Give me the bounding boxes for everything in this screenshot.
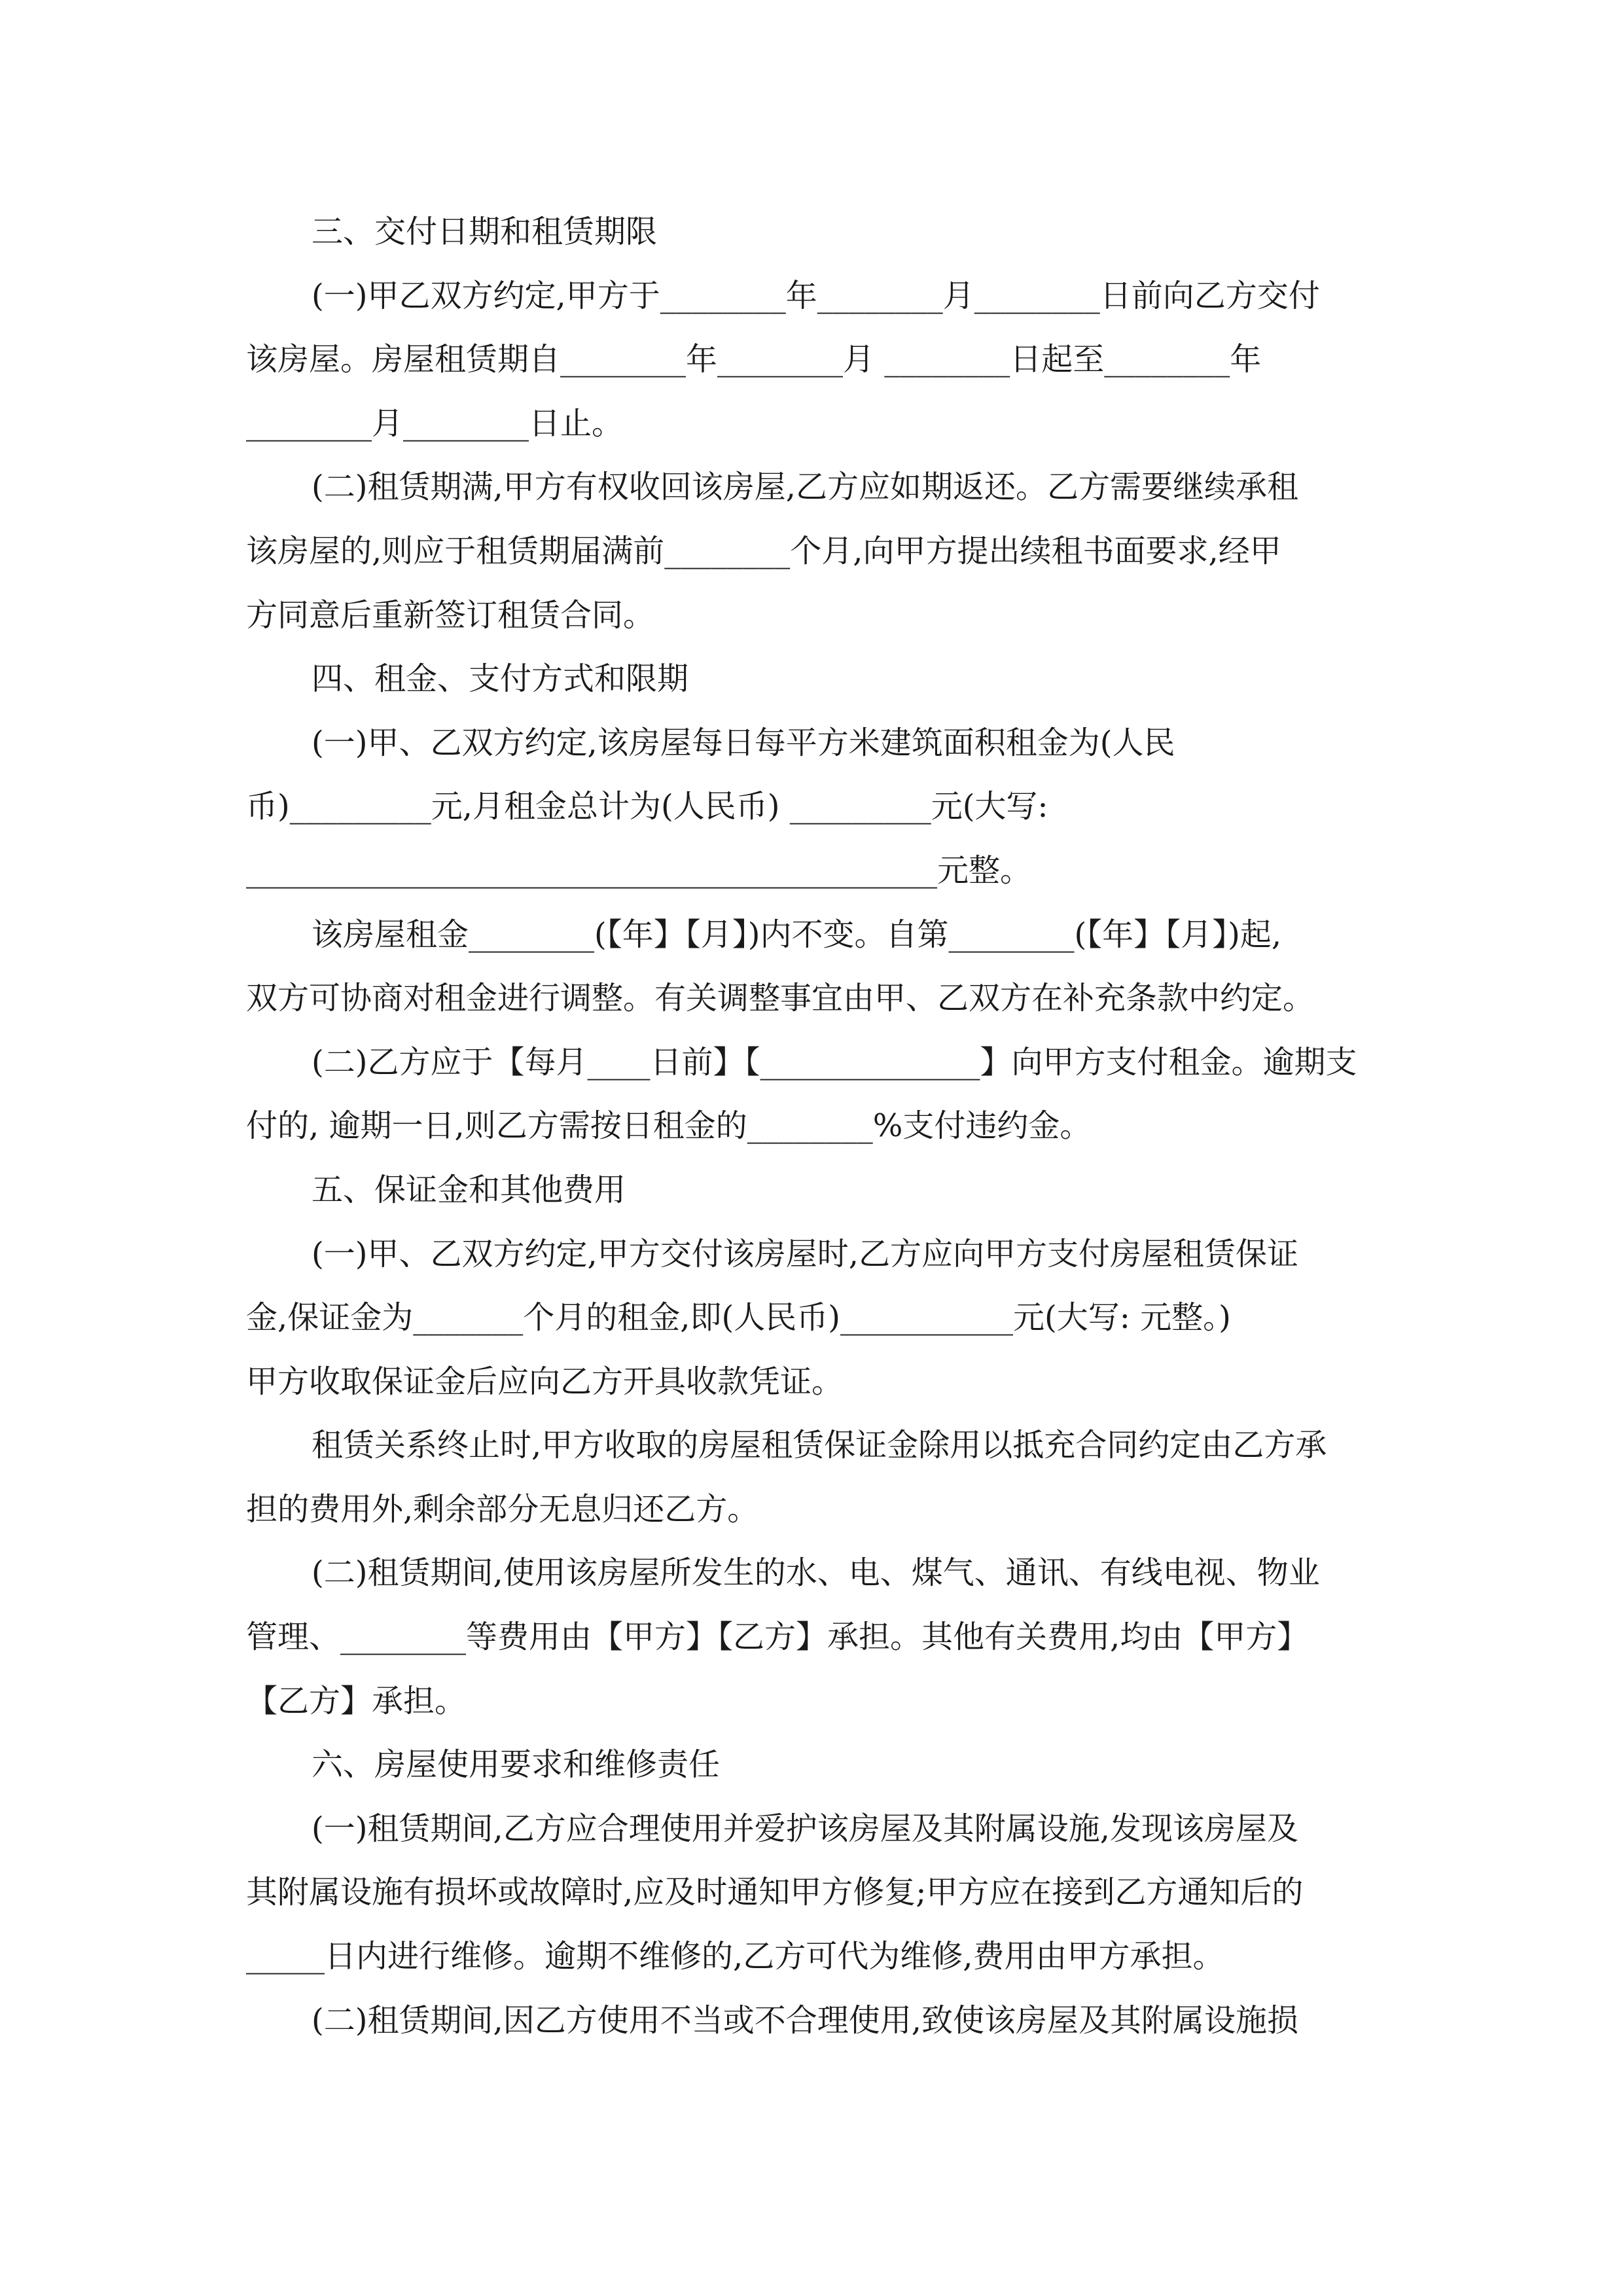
paragraph-line: 金,保证金为_______个月的租金,即(人民币)___________元(大写: 元整。)	[246, 1299, 1231, 1336]
paragraph-line: (一)甲、乙双方约定,该房屋每日每平方米建筑面积租金为(人民	[312, 724, 1175, 761]
paragraph-line: _____日内进行维修。逾期不维修的,乙方可代为维修,费用由甲方承担。	[246, 1938, 1224, 1975]
paragraph-line: 付的, 逾期一日,则乙方需按日租金的________%支付违约金。	[246, 1107, 1092, 1145]
paragraph-line: 管理、________等费用由【甲方】【乙方】承担。其他有关费用,均由【甲方】	[246, 1619, 1309, 1656]
paragraph-line: 该房屋的,则应于租赁期届满前________个月,向甲方提出续租书面要求,经甲	[246, 532, 1281, 569]
paragraph-line: (二)租赁期间,使用该房屋所发生的水、电、煤气、通讯、有线电视、物业	[312, 1554, 1320, 1592]
paragraph-line: (二)乙方应于【每月____日前】【______________】向甲方支付租金。逾期支	[312, 1043, 1357, 1081]
paragraph-line: ____________________________________________元整。	[246, 852, 1032, 889]
paragraph-line: 该房屋租金________(【年】【月】)内不变。自第________(【年】【月】)起,	[312, 916, 1282, 953]
contract-text	[246, 200, 1377, 2053]
paragraph-line: (二)租赁期满,甲方有权收回该房屋,乙方应如期返还。乙方需要继续承租	[312, 469, 1298, 506]
section-heading: 四、租金、支付方式和限期	[312, 660, 689, 698]
paragraph-line: 币)_________元,月租金总计为(人民币) _________元(大写:	[246, 788, 1048, 825]
paragraph-line: 其附属设施有损坏或故障时,应及时通知甲方修复;甲方应在接到乙方通知后的	[246, 1874, 1304, 1911]
section-heading: 六、房屋使用要求和维修责任	[312, 1746, 721, 1784]
paragraph-line: (一)租赁期间,乙方应合理使用并爱护该房屋及其附属设施,发现该房屋及	[312, 1810, 1298, 1847]
paragraph-line: 方同意后重新签订租赁合同。	[246, 596, 655, 634]
paragraph-line: 担的费用外,剩余部分无息归还乙方。	[246, 1490, 759, 1528]
paragraph-line: ________月________日止。	[246, 404, 624, 442]
section-heading: 三、交付日期和租赁期限	[312, 213, 658, 250]
paragraph-line: 甲方收取保证金后应向乙方开具收款凭证。	[246, 1363, 844, 1400]
paragraph-line: 【乙方】承担。	[246, 1682, 467, 1719]
section-heading: 五、保证金和其他费用	[312, 1171, 626, 1208]
paragraph-line: (一)甲乙双方约定,甲方于________年________月________日前向乙方交付	[312, 277, 1320, 314]
paragraph-line: (一)甲、乙双方约定,甲方交付该房屋时,乙方应向甲方支付房屋租赁保证	[312, 1235, 1298, 1272]
paragraph-line: 双方可协商对租金进行调整。有关调整事宜由甲、乙双方在补充条款中约定。	[246, 980, 1315, 1017]
paragraph-line: (二)租赁期间,因乙方使用不当或不合理使用,致使该房屋及其附属设施损	[312, 2001, 1298, 2039]
paragraph-line: 租赁关系终止时,甲方收取的房屋租赁保证金除用以抵充合同约定由乙方承	[312, 1427, 1327, 1464]
paragraph-line: 该房屋。房屋租赁期自________年________月 ________日起至________年	[246, 341, 1262, 378]
